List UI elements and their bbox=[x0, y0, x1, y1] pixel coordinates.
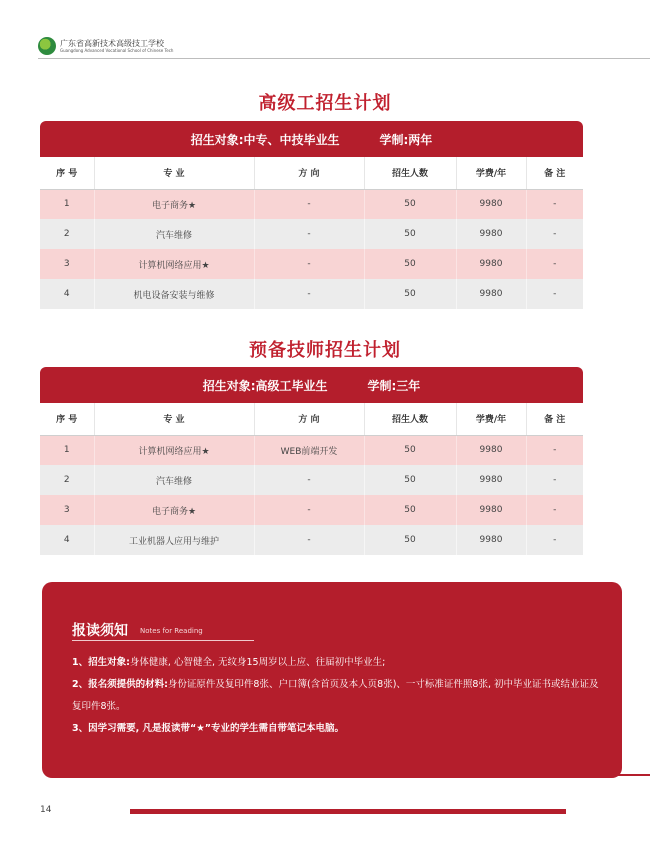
note-item-2-label: 2、报名须提供的材料: bbox=[72, 679, 168, 690]
cell-tuition: 9980 bbox=[456, 249, 526, 279]
cell-quota: 50 bbox=[364, 465, 456, 495]
plan1-duration: 学制:两年 bbox=[379, 132, 433, 147]
col-header-major: 专 业 bbox=[94, 157, 254, 189]
cell-index: 2 bbox=[40, 219, 94, 249]
cell-index: 3 bbox=[40, 249, 94, 279]
notes-panel bbox=[42, 582, 622, 778]
table-row bbox=[40, 249, 583, 279]
plan2-table bbox=[40, 403, 583, 555]
cell-index: 3 bbox=[40, 495, 94, 525]
notes-list bbox=[72, 652, 602, 740]
plan2-section bbox=[40, 367, 583, 555]
plan2-info-bar bbox=[40, 367, 583, 403]
cell-direction: WEB前端开发 bbox=[254, 435, 364, 465]
cell-quota: 50 bbox=[364, 525, 456, 555]
notes-title-underline bbox=[72, 640, 254, 641]
notes-title: 报读须知 bbox=[72, 623, 128, 639]
col-header-direction: 方 向 bbox=[254, 403, 364, 435]
page-number: 14 bbox=[40, 805, 52, 815]
page-header bbox=[38, 36, 650, 62]
note-item-1-text: 身体健康, 心智健全, 无纹身15周岁以上应、往届初中毕业生; bbox=[129, 657, 386, 668]
notes-subtitle: Notes for Reading bbox=[140, 627, 203, 635]
cell-quota: 50 bbox=[364, 189, 456, 219]
cell-direction: - bbox=[254, 525, 364, 555]
cell-major: 汽车维修 bbox=[94, 219, 254, 249]
cell-index: 1 bbox=[40, 435, 94, 465]
cell-major: 机电设备安装与维修 bbox=[94, 279, 254, 309]
cell-tuition: 9980 bbox=[456, 219, 526, 249]
cell-major: 汽车维修 bbox=[94, 465, 254, 495]
cell-major: 电子商务★ bbox=[94, 189, 254, 219]
cell-tuition: 9980 bbox=[456, 525, 526, 555]
col-header-major: 专 业 bbox=[94, 403, 254, 435]
cell-index: 1 bbox=[40, 189, 94, 219]
table-header-row bbox=[40, 157, 583, 189]
note-item-3 bbox=[72, 718, 602, 740]
cell-remark: - bbox=[526, 525, 583, 555]
col-header-index: 序 号 bbox=[40, 403, 94, 435]
cell-remark: - bbox=[526, 465, 583, 495]
plan2-target: 招生对象:高级工毕业生 bbox=[202, 378, 328, 393]
table-row bbox=[40, 465, 583, 495]
plan1-section bbox=[40, 121, 583, 309]
cell-major: 计算机网络应用★ bbox=[94, 249, 254, 279]
school-name-cn: 广东省高新技术高级技工学校 bbox=[60, 39, 164, 48]
plan1-target: 招生对象:中专、中技毕业生 bbox=[190, 132, 340, 147]
cell-major: 工业机器人应用与维护 bbox=[94, 525, 254, 555]
plan2-title: 预备技师招生计划 bbox=[249, 340, 401, 361]
note-item-2 bbox=[72, 674, 602, 718]
cell-quota: 50 bbox=[364, 249, 456, 279]
footer-accent-bar bbox=[130, 809, 566, 814]
cell-index: 2 bbox=[40, 465, 94, 495]
cell-tuition: 9980 bbox=[456, 435, 526, 465]
table-row bbox=[40, 525, 583, 555]
cell-quota: 50 bbox=[364, 435, 456, 465]
cell-direction: - bbox=[254, 219, 364, 249]
plan1-title: 高级工招生计划 bbox=[258, 93, 392, 114]
header-divider bbox=[38, 58, 650, 59]
col-header-direction: 方 向 bbox=[254, 157, 364, 189]
col-header-quota: 招生人数 bbox=[364, 403, 456, 435]
cell-remark: - bbox=[526, 219, 583, 249]
table-row bbox=[40, 219, 583, 249]
cell-quota: 50 bbox=[364, 219, 456, 249]
cell-major: 电子商务★ bbox=[94, 495, 254, 525]
note-item-3-text: 3、因学习需要, 凡是报读带“★”专业的学生需自带笔记本电脑。 bbox=[72, 723, 345, 734]
school-name-en: Guangdong Advanced Vocational School of Chinese Tech bbox=[60, 48, 174, 53]
cell-quota: 50 bbox=[364, 495, 456, 525]
cell-remark: - bbox=[526, 495, 583, 525]
col-header-remark: 备 注 bbox=[526, 157, 583, 189]
school-logo bbox=[38, 37, 56, 55]
note-item-1 bbox=[72, 652, 602, 674]
cell-index: 4 bbox=[40, 279, 94, 309]
col-header-index: 序 号 bbox=[40, 157, 94, 189]
cell-direction: - bbox=[254, 495, 364, 525]
table-row bbox=[40, 435, 583, 465]
plan2-duration: 学制:三年 bbox=[367, 378, 421, 393]
col-header-tuition: 学费/年 bbox=[456, 157, 526, 189]
cell-remark: - bbox=[526, 435, 583, 465]
col-header-quota: 招生人数 bbox=[364, 157, 456, 189]
note-item-2-text: 身份证原件及复印件8张、户口簿(含首页及本人页8张)、一寸标准证件照8张, 初中毕业证书或结业证及复印件8张。 bbox=[72, 679, 599, 712]
table-row bbox=[40, 279, 583, 309]
plan1-table bbox=[40, 157, 583, 309]
cell-direction: - bbox=[254, 249, 364, 279]
cell-quota: 50 bbox=[364, 279, 456, 309]
cell-direction: - bbox=[254, 189, 364, 219]
cell-index: 4 bbox=[40, 525, 94, 555]
note-item-1-label: 1、招生对象: bbox=[72, 657, 130, 668]
notes-accent-line bbox=[618, 774, 650, 776]
cell-remark: - bbox=[526, 249, 583, 279]
table-header-row bbox=[40, 403, 583, 435]
cell-direction: - bbox=[254, 465, 364, 495]
cell-tuition: 9980 bbox=[456, 279, 526, 309]
cell-remark: - bbox=[526, 279, 583, 309]
cell-major: 计算机网络应用★ bbox=[94, 435, 254, 465]
cell-tuition: 9980 bbox=[456, 465, 526, 495]
cell-direction: - bbox=[254, 279, 364, 309]
table-row bbox=[40, 495, 583, 525]
cell-tuition: 9980 bbox=[456, 189, 526, 219]
cell-remark: - bbox=[526, 189, 583, 219]
plan1-info-bar bbox=[40, 121, 583, 157]
cell-tuition: 9980 bbox=[456, 495, 526, 525]
table-row bbox=[40, 189, 583, 219]
col-header-remark: 备 注 bbox=[526, 403, 583, 435]
col-header-tuition: 学费/年 bbox=[456, 403, 526, 435]
